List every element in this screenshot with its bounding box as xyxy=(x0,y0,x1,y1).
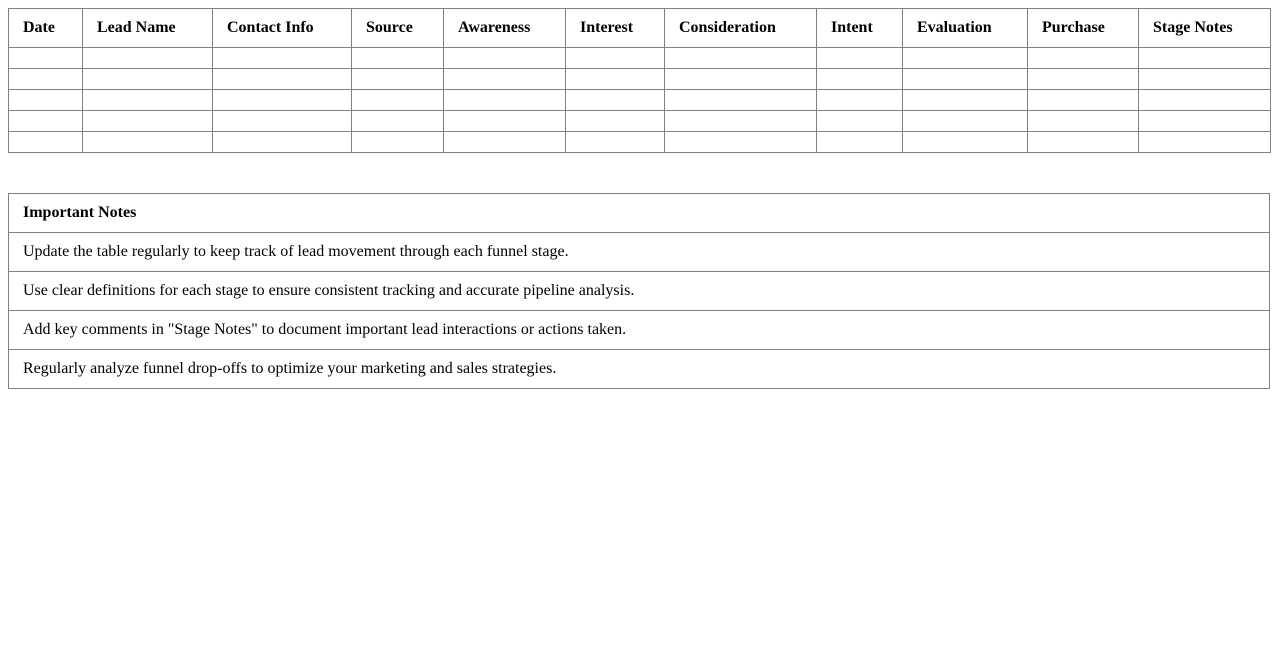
table-cell[interactable] xyxy=(665,69,817,90)
table-cell[interactable] xyxy=(9,111,83,132)
table-cell[interactable] xyxy=(1028,111,1139,132)
table-cell[interactable] xyxy=(1028,69,1139,90)
table-cell[interactable] xyxy=(566,90,665,111)
column-header-lead-name: Lead Name xyxy=(83,9,213,48)
table-cell[interactable] xyxy=(1028,90,1139,111)
note-row xyxy=(9,233,1270,272)
note-item: Regularly analyze funnel drop-offs to optimize your marketing and sales strategies. xyxy=(9,350,1270,389)
note-item: Add key comments in "Stage Notes" to document important lead interactions or actions taken. xyxy=(9,311,1270,350)
table-row xyxy=(9,132,1271,153)
table-cell[interactable] xyxy=(444,48,566,69)
table-cell[interactable] xyxy=(903,48,1028,69)
lead-funnel-table xyxy=(8,8,1271,153)
table-cell[interactable] xyxy=(817,90,903,111)
table-cell[interactable] xyxy=(566,48,665,69)
important-notes-table xyxy=(8,193,1270,389)
table-row xyxy=(9,111,1271,132)
table-cell[interactable] xyxy=(665,111,817,132)
table-cell[interactable] xyxy=(83,48,213,69)
column-header-consideration: Consideration xyxy=(665,9,817,48)
table-cell[interactable] xyxy=(566,132,665,153)
table-cell[interactable] xyxy=(903,69,1028,90)
table-cell[interactable] xyxy=(352,111,444,132)
table-cell[interactable] xyxy=(1028,132,1139,153)
notes-title: Important Notes xyxy=(9,194,1270,233)
table-row xyxy=(9,69,1271,90)
table-cell[interactable] xyxy=(9,90,83,111)
column-header-evaluation: Evaluation xyxy=(903,9,1028,48)
table-cell[interactable] xyxy=(352,69,444,90)
note-row xyxy=(9,350,1270,389)
table-cell[interactable] xyxy=(83,69,213,90)
table-cell[interactable] xyxy=(665,48,817,69)
table-cell[interactable] xyxy=(213,69,352,90)
table-cell[interactable] xyxy=(903,111,1028,132)
table-header-row xyxy=(9,9,1271,48)
table-cell[interactable] xyxy=(1139,90,1271,111)
table-cell[interactable] xyxy=(665,132,817,153)
table-cell[interactable] xyxy=(566,111,665,132)
table-cell[interactable] xyxy=(1139,69,1271,90)
column-header-interest: Interest xyxy=(566,9,665,48)
table-cell[interactable] xyxy=(1139,111,1271,132)
table-cell[interactable] xyxy=(213,132,352,153)
column-header-intent: Intent xyxy=(817,9,903,48)
column-header-awareness: Awareness xyxy=(444,9,566,48)
table-cell[interactable] xyxy=(213,90,352,111)
column-header-stage-notes: Stage Notes xyxy=(1139,9,1271,48)
note-row xyxy=(9,272,1270,311)
notes-title-row xyxy=(9,194,1270,233)
table-cell[interactable] xyxy=(213,48,352,69)
table-cell[interactable] xyxy=(444,132,566,153)
table-cell[interactable] xyxy=(352,90,444,111)
table-cell[interactable] xyxy=(566,69,665,90)
note-item: Use clear definitions for each stage to ensure consistent tracking and accurate pipeline analysis. xyxy=(9,272,1270,311)
table-cell[interactable] xyxy=(1139,132,1271,153)
table-cell[interactable] xyxy=(903,132,1028,153)
table-cell[interactable] xyxy=(9,69,83,90)
table-cell[interactable] xyxy=(352,132,444,153)
table-row xyxy=(9,90,1271,111)
note-row xyxy=(9,311,1270,350)
table-cell[interactable] xyxy=(1139,48,1271,69)
table-cell[interactable] xyxy=(903,90,1028,111)
table-cell[interactable] xyxy=(213,111,352,132)
column-header-purchase: Purchase xyxy=(1028,9,1139,48)
table-cell[interactable] xyxy=(352,48,444,69)
column-header-source: Source xyxy=(352,9,444,48)
table-cell[interactable] xyxy=(444,90,566,111)
table-cell[interactable] xyxy=(83,132,213,153)
table-cell[interactable] xyxy=(817,132,903,153)
table-cell[interactable] xyxy=(9,132,83,153)
table-row xyxy=(9,48,1271,69)
table-cell[interactable] xyxy=(817,48,903,69)
table-cell[interactable] xyxy=(444,111,566,132)
table-cell[interactable] xyxy=(83,111,213,132)
table-cell[interactable] xyxy=(444,69,566,90)
table-cell[interactable] xyxy=(83,90,213,111)
table-cell[interactable] xyxy=(817,69,903,90)
table-cell[interactable] xyxy=(1028,48,1139,69)
table-body xyxy=(9,48,1271,153)
table-cell[interactable] xyxy=(817,111,903,132)
table-cell[interactable] xyxy=(665,90,817,111)
note-item: Update the table regularly to keep track of lead movement through each funnel stage. xyxy=(9,233,1270,272)
column-header-date: Date xyxy=(9,9,83,48)
table-cell[interactable] xyxy=(9,48,83,69)
column-header-contact-info: Contact Info xyxy=(213,9,352,48)
